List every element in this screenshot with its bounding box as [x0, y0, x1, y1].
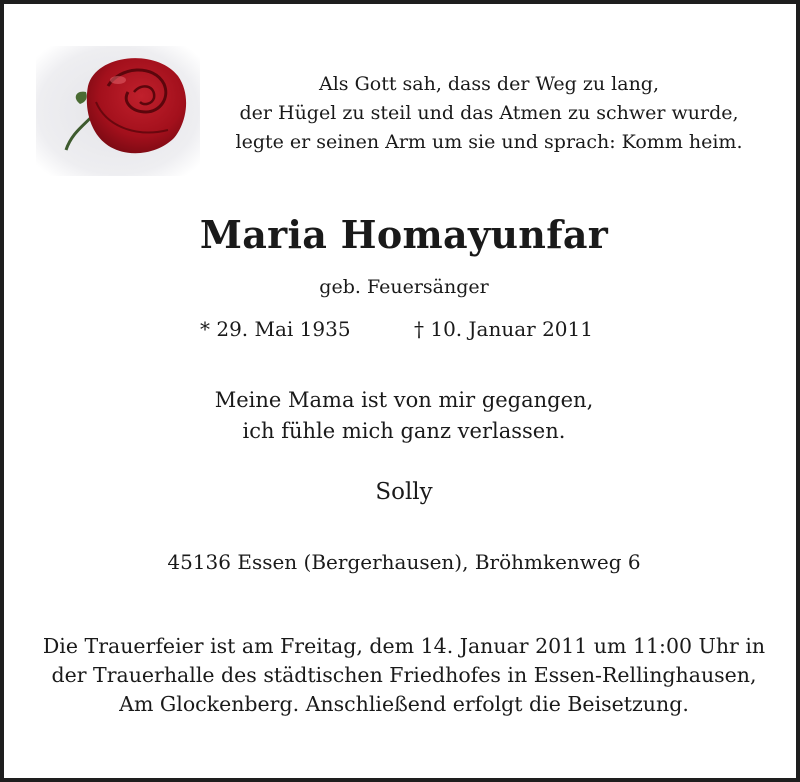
funeral-line: Die Trauerfeier ist am Freitag, dem 14. Januar 2011 um 11:00 Uhr in [42, 634, 766, 658]
death-date: † 10. Januar 2011 [414, 317, 593, 341]
birth-date: * 29. Mai 1935 [200, 317, 351, 341]
funeral-notice [4, 632, 800, 719]
lament-line: Meine Mama ist von mir gegangen, [214, 388, 594, 412]
deceased-name: Maria Homayunfar [199, 212, 609, 257]
red-rose-icon [36, 46, 200, 176]
lament-line: ich fühle mich ganz verlassen. [242, 419, 566, 443]
poem-line: Als Gott sah, dass der Weg zu lang, [318, 73, 660, 95]
address: 45136 Essen (Bergerhausen), Bröhmkenweg 6 [167, 550, 641, 574]
poem-line: der Hügel zu steil und das Atmen zu schwer wurde, [239, 102, 739, 124]
funeral-line: Am Glockenberg. Anschließend erfolgt die Beisetzung. [119, 692, 689, 716]
poem [204, 70, 774, 157]
lament-text [4, 385, 800, 447]
birth-name: geb. Feuersänger [319, 276, 489, 298]
funeral-line: der Trauerhalle des städtischen Friedhofes in Essen-Rellinghausen, [51, 663, 757, 687]
signer-name: Solly [375, 479, 433, 505]
poem-line: legte er seinen Arm um sie und sprach: Komm heim. [235, 131, 743, 153]
